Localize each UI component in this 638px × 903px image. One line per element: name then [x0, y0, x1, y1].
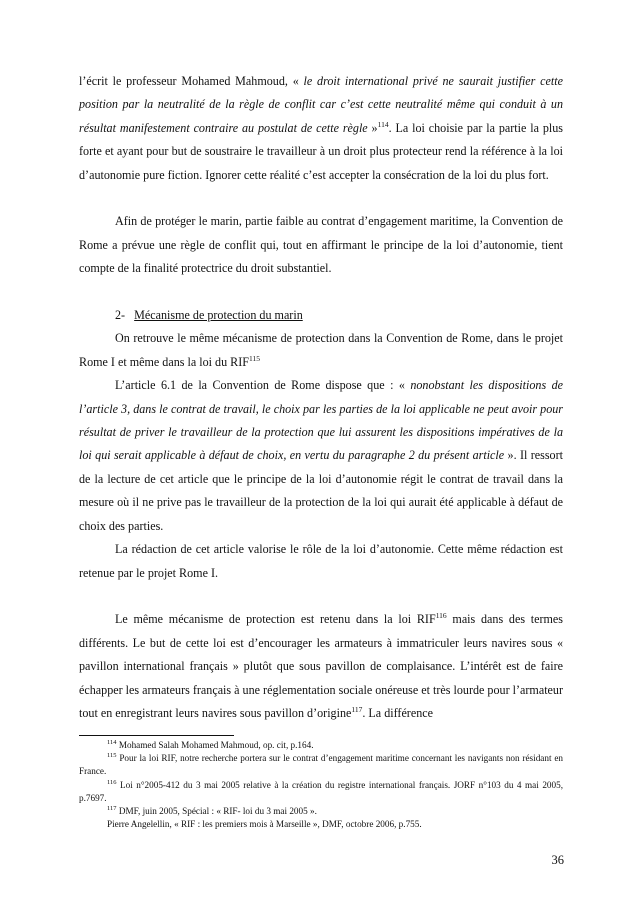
quotation: le droit international privé ne saurait justifier cette position par la neutralité de la règle de conflit car c’est cette neutralité même qui conduit à un résultat manifestement contraire au postulat de cette règle	[79, 74, 563, 135]
footnote-ref-114[interactable]: 114	[377, 119, 389, 129]
section-title: Mécanisme de protection du marin	[134, 308, 303, 323]
body-text	[79, 70, 563, 725]
quotation: nonobstant les dispositions de l’article 3, dans le contrat de travail, le choix par les parties de la loi applicable ne peut avoir pour résultat de priver le travailleur de la protection que lui assurent les dispositions impératives de la loi qui serait applicable à défaut de choix, en vertu du paragraphe 2 du présent article	[79, 378, 563, 463]
footnote-114: $^{114}$ Mohamed Salah Mohamed Mahmoud, op. cit, p.164.	[107, 738, 314, 750]
page-number: 36	[551, 853, 564, 867]
footnote-ref-116[interactable]: 116	[435, 611, 447, 621]
footnote-115: $^{115}$ Pour la loi RIF, notre recherche portera sur le contrat d’engagement maritime concernant les navigants non résidant en France.	[79, 752, 563, 777]
footnote-ref-115[interactable]: 115	[248, 353, 260, 363]
footnotes	[79, 739, 563, 831]
paragraph-mahmoud-quote: l’écrit le professeur Mohamed Mahmoud, « le droit international privé ne saurait justifier cette position par la neutralité de la règle de conflit car c’est cette neutralité même qui conduit à un résultat manifestement contraire au postulat de cette règle »$^{114}$. La loi choisie par la partie la plus forte et ayant pour but de soustraire le travailleur à un droit plus protecteur rend la référence à la loi d’autonomie pure fiction. Ignorer cette réalité c’est accepter la consécration de la loi du plus fort.	[79, 74, 563, 182]
footnote-117-continuation: Pierre Angelellin, « RIF : les premiers mois à Marseille », DMF, octobre 2006, p.755.	[107, 819, 422, 830]
footnote-117: $^{117}$ DMF, juin 2005, Spécial : « RIF- loi du 3 mai 2005 ».	[107, 804, 317, 817]
section-number: 2-	[115, 308, 126, 323]
section-heading	[79, 304, 563, 327]
footnote-116: $^{116}$ Loi n°2005-412 du 3 mai 2005 relative à la création du registre international français. JORF n°103 du 4 mai 2005, p.7697.	[79, 778, 563, 803]
paragraph-redaction: La rédaction de cet article valorise le rôle de la loi d’autonomie. Cette même rédaction est retenue par le projet Rome I.	[79, 542, 563, 580]
paragraph-meme-mecanisme: On retrouve le même mécanisme de protection dans la Convention de Rome, dans le projet Rome I et même dans la loi du RIF$^{115}$	[79, 331, 563, 369]
paragraph-loi-rif: Le même mécanisme de protection est retenu dans la loi RIF$^{116}$ mais dans des termes différents. Le but de cette loi est d’encourager les armateurs à immatriculer leurs navires sous « pavillon international français » plutôt que sous pavillon de complaisance. L’intérêt est de faire échapper les armateurs français à une réglementation sociale onéreuse et très lourde pour l’armateur tout en enregistrant leurs navires sous pavillon d’origine$^{117}$. La différence	[79, 611, 563, 720]
paragraph-protection-marin: Afin de protéger le marin, partie faible au contrat d’engagement maritime, la Convention de Rome a prévue une règle de conflit qui, tout en affirmant le principe de la loi d’autonomie, tient compte de la finalité protectrice du droit substantiel.	[79, 214, 563, 276]
footnote-ref-117[interactable]: 117	[351, 704, 363, 714]
footnote-separator	[79, 735, 234, 736]
paragraph-article-6-1: L’article 6.1 de la Convention de Rome dispose que : « nonobstant les dispositions de l’article 3, dans le contrat de travail, le choix par les parties de la loi applicable ne peut avoir pour résultat de priver le travailleur de la protection que lui assurent les dispositions impératives de la loi qui serait applicable à défaut de choix, en vertu du paragraphe 2 du présent article ». Il ressort de la lecture de cet article que le principe de la loi d’autonomie régit le contrat de travail dans la mesure où il ne prive pas le travailleur de la protection de la loi qui aurait été applicable à défaut de choix des parties.	[79, 378, 563, 533]
